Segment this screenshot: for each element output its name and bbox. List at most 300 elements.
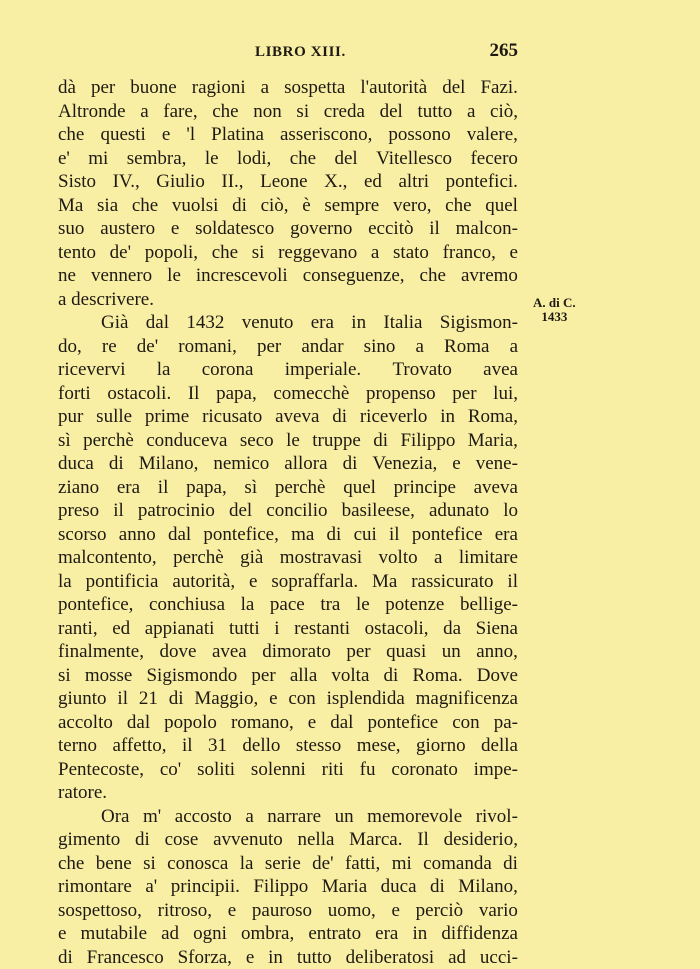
word: per: [452, 382, 476, 406]
word: andar: [301, 335, 343, 359]
word: rassicurato: [411, 570, 493, 594]
word: ma: [291, 523, 314, 547]
word: corona: [202, 358, 254, 382]
word: in: [440, 405, 455, 429]
word: a: [434, 546, 442, 570]
word: lo: [503, 499, 518, 523]
word: Dove: [477, 664, 518, 688]
word: che: [132, 194, 158, 218]
word: che: [58, 123, 84, 147]
word: adunato: [429, 499, 489, 523]
word: di: [384, 664, 399, 688]
word: II.,: [221, 170, 243, 194]
word: finalmente,: [58, 640, 144, 664]
word: pontefice,: [203, 523, 278, 547]
word: perchè: [173, 546, 224, 570]
word: Ma: [58, 194, 83, 218]
word: seco: [240, 429, 274, 453]
word: principii.: [171, 875, 240, 899]
word: Venezia,: [372, 452, 437, 476]
word: era: [311, 311, 334, 335]
word: del: [229, 499, 252, 523]
word: a: [140, 100, 148, 124]
word: memorevole: [367, 805, 462, 829]
word: desiderio,: [444, 828, 518, 852]
word: dal: [127, 711, 150, 735]
word: conchiusa: [149, 593, 225, 617]
word: per: [251, 664, 275, 688]
chapter-title: LIBRO XIII.: [255, 44, 346, 61]
word: di: [169, 687, 184, 711]
word: ricusato: [202, 405, 262, 429]
text-line: [58, 852, 518, 876]
word: quel: [343, 476, 376, 500]
word: il: [429, 217, 440, 241]
word: di: [503, 852, 518, 876]
word: do,: [58, 335, 82, 359]
word: entrato: [308, 922, 361, 946]
word: di: [109, 452, 124, 476]
word: popolo: [164, 711, 217, 735]
word: altri: [398, 170, 429, 194]
word: fare,: [163, 100, 197, 124]
word: dal: [330, 711, 353, 735]
word: in: [351, 311, 366, 335]
word: m': [143, 805, 161, 829]
word: conduceva: [146, 429, 227, 453]
word: dal: [168, 523, 191, 547]
word: fu: [360, 758, 376, 782]
word: dimorato: [262, 640, 331, 664]
word: sopraffarla.: [271, 570, 358, 594]
word: malcontento,: [58, 546, 157, 570]
word: propenso: [366, 382, 436, 406]
text-line: [58, 593, 518, 617]
text-line: [58, 734, 518, 758]
word: bellige-: [460, 593, 518, 617]
word: tento: [58, 241, 96, 265]
word: vennero: [91, 264, 152, 288]
word: Vitellesco: [376, 147, 452, 171]
word: e: [269, 687, 277, 711]
word: questi: [100, 123, 145, 147]
word: serie: [265, 852, 301, 876]
word: il: [507, 570, 518, 594]
word: avremo: [461, 264, 518, 288]
word: e: [510, 241, 518, 265]
word: dal: [146, 311, 169, 335]
word: patrocinio: [138, 499, 215, 523]
word: che: [212, 241, 238, 265]
word: forti: [58, 382, 91, 406]
text-line: [58, 217, 518, 241]
word: vuolsi: [172, 194, 218, 218]
word: ad: [161, 922, 179, 946]
word: Sforza,: [178, 946, 232, 969]
body-text: [58, 76, 518, 969]
word: solenni: [251, 758, 306, 782]
text-line: [58, 264, 518, 288]
word: ed: [112, 617, 130, 641]
word: ritroso,: [158, 899, 212, 923]
word: vario: [479, 899, 518, 923]
word: de': [110, 241, 131, 265]
word: anno: [119, 523, 156, 547]
word: di: [430, 875, 445, 899]
text-line: [58, 899, 518, 923]
word: accosto: [175, 805, 232, 829]
word: la: [58, 570, 72, 594]
word: avea: [212, 640, 247, 664]
word: buone: [130, 76, 176, 100]
word: coronato: [391, 758, 457, 782]
word: Sisto: [58, 170, 96, 194]
word: perchè: [83, 429, 134, 453]
word: Marca.: [349, 828, 402, 852]
word: è: [302, 194, 310, 218]
word: terno: [58, 734, 97, 758]
text-line: [58, 617, 518, 641]
word: soliti: [197, 758, 235, 782]
text-line: [58, 546, 518, 570]
word: cui: [354, 523, 377, 547]
word: allora: [284, 452, 327, 476]
marginal-note-line: 1433: [533, 310, 576, 324]
word: 21: [139, 687, 158, 711]
word: Leone: [260, 170, 307, 194]
text-line: [58, 452, 518, 476]
word: affetto,: [113, 734, 167, 758]
text-line: [58, 170, 518, 194]
word: pauroso: [252, 899, 312, 923]
word: Filippo: [253, 875, 308, 899]
word: popoli,: [145, 241, 198, 265]
word: reggevano: [278, 241, 357, 265]
word: fatti,: [345, 852, 380, 876]
word: rimontare: [58, 875, 132, 899]
word: truppe: [312, 429, 361, 453]
word: quasi: [386, 640, 426, 664]
word: mutabile: [81, 922, 147, 946]
word: Roma,: [468, 405, 518, 429]
word: avea: [483, 358, 518, 382]
word: Già: [101, 311, 128, 335]
word: impe-: [474, 758, 518, 782]
word: che: [212, 100, 238, 124]
word: ostacoli.: [107, 382, 171, 406]
word: fecero: [470, 147, 517, 171]
word: Milano,: [458, 875, 518, 899]
word: ucci-: [480, 946, 518, 969]
word: ne: [58, 264, 76, 288]
word: la: [241, 593, 255, 617]
word: con: [452, 711, 479, 735]
word: non: [253, 100, 282, 124]
word: romano,: [231, 711, 294, 735]
word: vero,: [393, 194, 432, 218]
word: il: [158, 476, 169, 500]
word: alla: [290, 664, 317, 688]
word: a: [261, 76, 269, 100]
word: a: [415, 335, 423, 359]
word: sospettoso,: [58, 899, 142, 923]
word: quel: [485, 194, 518, 218]
text-line: ratore.: [58, 781, 518, 805]
word: Fazi.: [480, 76, 517, 100]
word: già: [240, 546, 263, 570]
text-line: [58, 828, 518, 852]
text-line: [58, 946, 518, 969]
word: riceverlo: [360, 405, 428, 429]
word: mese,: [357, 734, 401, 758]
word: stato: [393, 241, 429, 265]
word: Roma: [444, 335, 489, 359]
word: scorso: [58, 523, 107, 547]
word: rivol-: [476, 805, 518, 829]
word: mostravasi: [280, 546, 362, 570]
word: cose: [165, 828, 199, 852]
word: gimento: [58, 828, 120, 852]
word: si: [143, 852, 156, 876]
text-line: [58, 241, 518, 265]
word: 'l: [186, 123, 195, 147]
word: ombra,: [241, 922, 294, 946]
word: pur: [58, 405, 83, 429]
word: dà: [58, 76, 76, 100]
word: co': [160, 758, 181, 782]
text-line: [58, 875, 518, 899]
word: e: [249, 570, 257, 594]
word: venuto: [242, 311, 294, 335]
word: Italia: [383, 311, 422, 335]
word: papa,: [216, 382, 257, 406]
marginal-note-line: A. di C.: [533, 296, 576, 310]
word: ciò,: [261, 194, 289, 218]
word: e: [452, 452, 460, 476]
word: comanda: [423, 852, 492, 876]
word: e': [58, 147, 70, 171]
word: Maggio,: [194, 687, 258, 711]
word: del: [442, 76, 465, 100]
word: Giulio: [156, 170, 205, 194]
word: Pentecoste,: [58, 758, 144, 782]
word: X.,: [324, 170, 347, 194]
word: possono: [388, 123, 450, 147]
word: Il: [417, 828, 429, 852]
word: il: [389, 523, 400, 547]
word: i: [274, 617, 279, 641]
word: Milano,: [139, 452, 199, 476]
word: isplendida: [327, 687, 405, 711]
word: 31: [208, 734, 227, 758]
word: per: [346, 640, 370, 664]
word: e: [171, 217, 179, 241]
word: a': [145, 875, 157, 899]
word: limitare: [459, 546, 518, 570]
word: aveva: [275, 405, 319, 429]
word: anno,: [476, 640, 518, 664]
word: de': [312, 852, 333, 876]
word: aveva: [474, 476, 518, 500]
word: un: [442, 640, 461, 664]
word: sempre: [324, 194, 379, 218]
word: che: [420, 264, 446, 288]
text-line: [58, 311, 518, 335]
word: la: [157, 358, 171, 382]
word: le: [205, 147, 219, 171]
word: sì: [244, 476, 257, 500]
word: e: [308, 711, 316, 735]
text-line: [58, 194, 518, 218]
word: suo: [58, 217, 84, 241]
text-line: [58, 570, 518, 594]
word: duca: [381, 875, 417, 899]
word: sia: [97, 194, 118, 218]
word: pontificia: [86, 570, 159, 594]
running-head: [58, 40, 518, 62]
word: volto: [379, 546, 418, 570]
word: concilio: [266, 499, 327, 523]
word: austero: [100, 217, 155, 241]
word: perciò: [416, 899, 463, 923]
text-line: [58, 805, 518, 829]
word: increscevoli: [196, 264, 288, 288]
word: pontefice: [368, 711, 439, 735]
word: di: [58, 946, 73, 969]
word: avvenuto: [213, 828, 283, 852]
word: pace: [270, 593, 305, 617]
word: pontefice,: [58, 593, 133, 617]
word: un: [335, 805, 354, 829]
word: Siena: [476, 617, 518, 641]
text-line: [58, 335, 518, 359]
text-line: [58, 499, 518, 523]
word: Filippo: [400, 429, 455, 453]
word: franco,: [443, 241, 496, 265]
word: di: [135, 828, 150, 852]
word: narrare: [267, 805, 321, 829]
word: IV.,: [113, 170, 140, 194]
word: tutto: [297, 946, 332, 969]
word: a: [467, 100, 475, 124]
word: Francesco: [87, 946, 164, 969]
word: era: [117, 476, 140, 500]
text-line: [58, 523, 518, 547]
word: soldatesco: [195, 217, 274, 241]
word: la: [240, 852, 254, 876]
word: si: [252, 241, 265, 265]
word: riti: [322, 758, 344, 782]
word: e: [58, 922, 66, 946]
text-line: [58, 664, 518, 688]
word: Altronde: [58, 100, 126, 124]
word: giunto: [58, 687, 107, 711]
text-line: [58, 382, 518, 406]
word: potenze: [385, 593, 444, 617]
word: di: [232, 194, 247, 218]
word: Ma: [372, 570, 397, 594]
word: mosse: [85, 664, 133, 688]
word: valere,: [467, 123, 518, 147]
word: il: [117, 687, 128, 711]
word: malcon-: [456, 217, 518, 241]
word: giorno: [416, 734, 466, 758]
word: nemico: [213, 452, 269, 476]
word: Ora: [101, 805, 129, 829]
text-line: [58, 123, 518, 147]
marginal-date-note: [533, 296, 576, 324]
word: e: [392, 899, 400, 923]
word: de': [137, 335, 158, 359]
word: stesso: [296, 734, 341, 758]
word: in: [412, 922, 427, 946]
text-line: [58, 687, 518, 711]
word: era: [495, 523, 518, 547]
word: le: [286, 429, 300, 453]
word: uomo,: [328, 899, 376, 923]
word: in: [268, 946, 283, 969]
word: ciò,: [490, 100, 518, 124]
word: Il: [188, 382, 200, 406]
word: vene-: [476, 452, 518, 476]
word: appianati: [145, 617, 215, 641]
word: accolto: [58, 711, 113, 735]
word: Maria: [322, 875, 367, 899]
word: di: [343, 452, 358, 476]
word: basileese,: [342, 499, 415, 523]
word: era: [375, 922, 398, 946]
word: l'autorità: [360, 76, 427, 100]
word: bene: [96, 852, 132, 876]
word: che: [290, 147, 316, 171]
word: di: [332, 405, 347, 429]
word: tutto: [417, 100, 452, 124]
word: lui,: [493, 382, 518, 406]
word: e: [246, 946, 254, 969]
word: dello: [242, 734, 280, 758]
word: le: [167, 264, 181, 288]
word: il: [182, 734, 193, 758]
text-line: [58, 405, 518, 429]
word: e: [228, 899, 236, 923]
word: asseriscono,: [280, 123, 372, 147]
word: comecchè: [273, 382, 349, 406]
word: le: [356, 593, 370, 617]
text-line: [58, 100, 518, 124]
word: sulle: [96, 405, 132, 429]
text-line: a descrivere.: [58, 288, 518, 312]
word: imperiale.: [285, 358, 362, 382]
text-line: [58, 429, 518, 453]
word: 1432: [186, 311, 224, 335]
word: magnificenza: [416, 687, 518, 711]
word: con: [288, 687, 315, 711]
word: creda: [324, 100, 365, 124]
word: ad: [448, 946, 466, 969]
word: a: [371, 241, 379, 265]
word: ragioni: [192, 76, 246, 100]
word: conosca: [167, 852, 228, 876]
word: Sigismon-: [440, 311, 518, 335]
word: tra: [320, 593, 340, 617]
word: si: [58, 664, 71, 688]
word: di: [327, 523, 342, 547]
word: ed: [364, 170, 382, 194]
text-line: [58, 476, 518, 500]
word: pontefici.: [446, 170, 518, 194]
word: eccitò: [368, 217, 413, 241]
word: a: [510, 335, 518, 359]
